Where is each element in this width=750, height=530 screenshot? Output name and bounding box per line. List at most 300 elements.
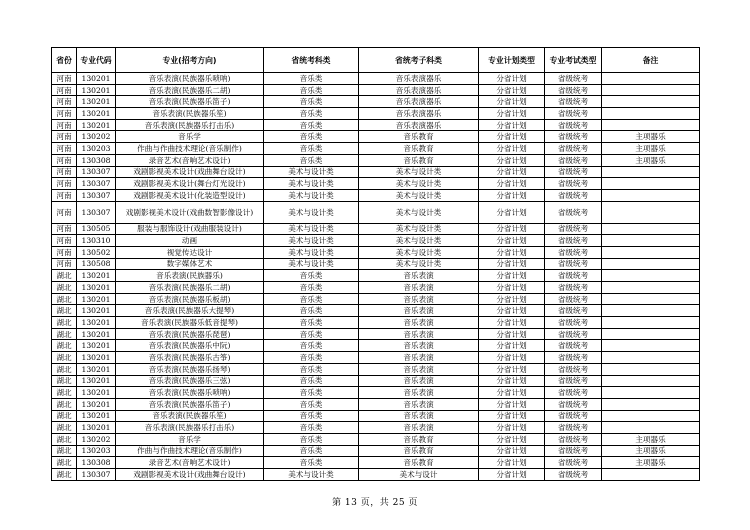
cell-remark: 主项器乐 xyxy=(602,457,700,469)
cell-plan-type: 分省计划 xyxy=(479,189,545,201)
cell-category: 音乐类 xyxy=(264,73,359,85)
cell-category: 音乐类 xyxy=(264,328,359,340)
cell-code: 130307 xyxy=(77,178,116,190)
cell-province: 湖北 xyxy=(52,352,77,364)
cell-remark xyxy=(602,258,700,270)
cell-exam-type: 省级统考 xyxy=(545,119,602,131)
cell-code: 130307 xyxy=(77,201,116,223)
cell-remark xyxy=(602,422,700,434)
cell-subcategory: 音乐教育 xyxy=(359,154,479,166)
cell-category: 音乐类 xyxy=(264,305,359,317)
cell-remark xyxy=(602,410,700,422)
cell-category: 音乐类 xyxy=(264,84,359,96)
cell-remark xyxy=(602,398,700,410)
cell-code: 130307 xyxy=(77,469,116,481)
cell-plan-type: 分省计划 xyxy=(479,73,545,85)
cell-exam-type: 省级统考 xyxy=(545,223,602,235)
cell-code: 130505 xyxy=(77,223,116,235)
cell-remark xyxy=(602,235,700,247)
cell-major: 音乐表演(民族器乐唢呐) xyxy=(116,73,264,85)
table-row xyxy=(52,469,700,481)
cell-category: 音乐类 xyxy=(264,375,359,387)
cell-code: 130201 xyxy=(77,387,116,399)
cell-category: 音乐类 xyxy=(264,317,359,329)
cell-plan-type: 分省计划 xyxy=(479,305,545,317)
cell-subcategory: 音乐表演 xyxy=(359,282,479,294)
cell-exam-type: 省级统考 xyxy=(545,166,602,178)
cell-code: 130201 xyxy=(77,108,116,120)
table-row xyxy=(52,131,700,143)
cell-exam-type: 省级统考 xyxy=(545,317,602,329)
cell-exam-type: 省级统考 xyxy=(545,445,602,457)
cell-remark xyxy=(602,469,700,481)
cell-province: 河南 xyxy=(52,246,77,258)
cell-code: 130201 xyxy=(77,270,116,282)
header-exam-type: 专业考试类型 xyxy=(545,48,602,73)
cell-category: 音乐类 xyxy=(264,352,359,364)
cell-subcategory: 音乐教育 xyxy=(359,143,479,155)
cell-category: 音乐类 xyxy=(264,131,359,143)
cell-province: 河南 xyxy=(52,73,77,85)
cell-subcategory: 美术与设计类 xyxy=(359,258,479,270)
cell-remark xyxy=(602,166,700,178)
cell-major: 服装与服饰设计(戏曲服装设计) xyxy=(116,223,264,235)
cell-remark xyxy=(602,340,700,352)
table-row xyxy=(52,270,700,282)
cell-category: 音乐类 xyxy=(264,143,359,155)
cell-province: 河南 xyxy=(52,84,77,96)
cell-exam-type: 省级统考 xyxy=(545,340,602,352)
cell-code: 130201 xyxy=(77,340,116,352)
cell-subcategory: 音乐表演 xyxy=(359,422,479,434)
cell-remark xyxy=(602,246,700,258)
cell-plan-type: 分省计划 xyxy=(479,108,545,120)
cell-subcategory: 美术与设计 xyxy=(359,469,479,481)
cell-exam-type: 省级统考 xyxy=(545,84,602,96)
cell-major: 音乐表演(民族器乐笙) xyxy=(116,108,264,120)
cell-province: 湖北 xyxy=(52,398,77,410)
cell-plan-type: 分省计划 xyxy=(479,340,545,352)
table-row xyxy=(52,340,700,352)
cell-subcategory: 音乐表演 xyxy=(359,352,479,364)
cell-subcategory: 音乐表演 xyxy=(359,340,479,352)
cell-subcategory: 音乐表演器乐 xyxy=(359,73,479,85)
cell-province: 湖北 xyxy=(52,375,77,387)
cell-province: 河南 xyxy=(52,235,77,247)
cell-major: 音乐表演(民族器乐古筝) xyxy=(116,352,264,364)
cell-major: 音乐表演(民族器乐中阮) xyxy=(116,340,264,352)
cell-province: 湖北 xyxy=(52,469,77,481)
cell-province: 河南 xyxy=(52,189,77,201)
cell-subcategory: 音乐表演 xyxy=(359,398,479,410)
table-row xyxy=(52,246,700,258)
cell-subcategory: 美术与设计类 xyxy=(359,223,479,235)
table-row xyxy=(52,352,700,364)
cell-province: 湖北 xyxy=(52,433,77,445)
table-row xyxy=(52,398,700,410)
cell-subcategory: 音乐表演 xyxy=(359,375,479,387)
cell-subcategory: 音乐表演 xyxy=(359,410,479,422)
cell-subcategory: 美术与设计类 xyxy=(359,189,479,201)
table-row xyxy=(52,282,700,294)
cell-province: 湖北 xyxy=(52,445,77,457)
cell-exam-type: 省级统考 xyxy=(545,178,602,190)
cell-subcategory: 音乐表演器乐 xyxy=(359,119,479,131)
cell-plan-type: 分省计划 xyxy=(479,178,545,190)
cell-major: 音乐表演(民族器乐低音提琴) xyxy=(116,317,264,329)
table-row xyxy=(52,363,700,375)
cell-exam-type: 省级统考 xyxy=(545,246,602,258)
cell-remark xyxy=(602,387,700,399)
cell-remark xyxy=(602,223,700,235)
cell-remark xyxy=(602,189,700,201)
cell-category: 美术与设计类 xyxy=(264,235,359,247)
cell-plan-type: 分省计划 xyxy=(479,166,545,178)
table-row xyxy=(52,119,700,131)
cell-province: 湖北 xyxy=(52,387,77,399)
cell-remark xyxy=(602,178,700,190)
cell-remark xyxy=(602,282,700,294)
cell-remark xyxy=(602,270,700,282)
table-row xyxy=(52,457,700,469)
cell-category: 音乐类 xyxy=(264,96,359,108)
cell-code: 130201 xyxy=(77,293,116,305)
table-row xyxy=(52,96,700,108)
cell-remark xyxy=(602,363,700,375)
cell-major: 戏剧影视美术设计(化装造型设计) xyxy=(116,189,264,201)
cell-code: 130201 xyxy=(77,96,116,108)
cell-plan-type: 分省计划 xyxy=(479,96,545,108)
cell-remark: 主项器乐 xyxy=(602,445,700,457)
cell-remark xyxy=(602,119,700,131)
cell-exam-type: 省级统考 xyxy=(545,410,602,422)
table-row xyxy=(52,422,700,434)
cell-code: 130307 xyxy=(77,189,116,201)
cell-code: 130201 xyxy=(77,119,116,131)
cell-province: 河南 xyxy=(52,131,77,143)
cell-plan-type: 分省计划 xyxy=(479,457,545,469)
cell-subcategory: 音乐表演 xyxy=(359,305,479,317)
table-row xyxy=(52,258,700,270)
cell-remark xyxy=(602,328,700,340)
cell-plan-type: 分省计划 xyxy=(479,375,545,387)
cell-category: 音乐类 xyxy=(264,398,359,410)
cell-major: 音乐表演(民族器乐板胡) xyxy=(116,293,264,305)
cell-province: 湖北 xyxy=(52,457,77,469)
cell-province: 湖北 xyxy=(52,422,77,434)
cell-code: 130201 xyxy=(77,363,116,375)
cell-plan-type: 分省计划 xyxy=(479,433,545,445)
cell-category: 音乐类 xyxy=(264,340,359,352)
cell-major: 音乐表演(民族器乐唢呐) xyxy=(116,387,264,399)
cell-category: 美术与设计类 xyxy=(264,223,359,235)
cell-remark xyxy=(602,293,700,305)
cell-major: 作曲与作曲技术理论(音乐制作) xyxy=(116,445,264,457)
table-row xyxy=(52,166,700,178)
cell-code: 130502 xyxy=(77,246,116,258)
page-footer: 第 13 页，共 25 页 xyxy=(332,498,418,508)
table-row xyxy=(52,223,700,235)
cell-category: 美术与设计类 xyxy=(264,189,359,201)
cell-province: 河南 xyxy=(52,223,77,235)
cell-plan-type: 分省计划 xyxy=(479,131,545,143)
header-province: 省份 xyxy=(52,48,77,73)
cell-exam-type: 省级统考 xyxy=(545,352,602,364)
table-body xyxy=(52,73,700,481)
cell-category: 音乐类 xyxy=(264,119,359,131)
cell-province: 河南 xyxy=(52,143,77,155)
header-category: 省统考科类 xyxy=(264,48,359,73)
cell-category: 音乐类 xyxy=(264,445,359,457)
cell-province: 河南 xyxy=(52,108,77,120)
cell-category: 音乐类 xyxy=(264,270,359,282)
table-row xyxy=(52,387,700,399)
cell-remark xyxy=(602,375,700,387)
table-row xyxy=(52,201,700,223)
header-major: 专业(招考方向) xyxy=(116,48,264,73)
cell-major: 音乐表演(民族器乐琵琶) xyxy=(116,328,264,340)
cell-major: 戏剧影视美术设计(戏曲舞台设计) xyxy=(116,166,264,178)
cell-plan-type: 分省计划 xyxy=(479,119,545,131)
cell-category: 美术与设计类 xyxy=(264,469,359,481)
cell-category: 音乐类 xyxy=(264,387,359,399)
cell-category: 美术与设计类 xyxy=(264,246,359,258)
cell-exam-type: 省级统考 xyxy=(545,108,602,120)
cell-subcategory: 美术与设计类 xyxy=(359,235,479,247)
cell-major: 音乐表演(民族器乐打击乐) xyxy=(116,422,264,434)
cell-plan-type: 分省计划 xyxy=(479,143,545,155)
header-remark: 备注 xyxy=(602,48,700,73)
cell-exam-type: 省级统考 xyxy=(545,293,602,305)
cell-plan-type: 分省计划 xyxy=(479,235,545,247)
cell-code: 130202 xyxy=(77,131,116,143)
cell-remark xyxy=(602,108,700,120)
cell-exam-type: 省级统考 xyxy=(545,270,602,282)
cell-exam-type: 省级统考 xyxy=(545,328,602,340)
cell-province: 河南 xyxy=(52,178,77,190)
cell-category: 音乐类 xyxy=(264,282,359,294)
cell-major: 戏剧影视美术设计(戏曲舞台设计) xyxy=(116,469,264,481)
cell-exam-type: 省级统考 xyxy=(545,131,602,143)
cell-plan-type: 分省计划 xyxy=(479,410,545,422)
cell-plan-type: 分省计划 xyxy=(479,84,545,96)
cell-category: 音乐类 xyxy=(264,422,359,434)
cell-code: 130201 xyxy=(77,422,116,434)
cell-category: 音乐类 xyxy=(264,433,359,445)
cell-major: 数字媒体艺术 xyxy=(116,258,264,270)
cell-plan-type: 分省计划 xyxy=(479,363,545,375)
header-subcategory: 省统考子科类 xyxy=(359,48,479,73)
table-row xyxy=(52,143,700,155)
cell-province: 河南 xyxy=(52,154,77,166)
cell-code: 130202 xyxy=(77,433,116,445)
cell-remark xyxy=(602,352,700,364)
table-row xyxy=(52,375,700,387)
cell-major: 音乐表演(民族器乐二胡) xyxy=(116,84,264,96)
cell-exam-type: 省级统考 xyxy=(545,201,602,223)
cell-major: 音乐表演(民族器乐大提琴) xyxy=(116,305,264,317)
table-row xyxy=(52,293,700,305)
cell-province: 湖北 xyxy=(52,270,77,282)
table-row xyxy=(52,410,700,422)
cell-exam-type: 省级统考 xyxy=(545,73,602,85)
cell-subcategory: 音乐教育 xyxy=(359,433,479,445)
cell-exam-type: 省级统考 xyxy=(545,282,602,294)
cell-plan-type: 分省计划 xyxy=(479,246,545,258)
cell-code: 130201 xyxy=(77,317,116,329)
cell-major: 音乐表演(民族器乐笛子) xyxy=(116,398,264,410)
cell-subcategory: 音乐教育 xyxy=(359,457,479,469)
cell-plan-type: 分省计划 xyxy=(479,201,545,223)
cell-province: 湖北 xyxy=(52,328,77,340)
cell-category: 美术与设计类 xyxy=(264,178,359,190)
cell-code: 130201 xyxy=(77,352,116,364)
cell-category: 音乐类 xyxy=(264,293,359,305)
cell-plan-type: 分省计划 xyxy=(479,445,545,457)
cell-category: 音乐类 xyxy=(264,108,359,120)
cell-plan-type: 分省计划 xyxy=(479,328,545,340)
cell-major: 视觉传达设计 xyxy=(116,246,264,258)
cell-plan-type: 分省计划 xyxy=(479,282,545,294)
cell-exam-type: 省级统考 xyxy=(545,305,602,317)
header-code: 专业代码 xyxy=(77,48,116,73)
cell-category: 美术与设计类 xyxy=(264,258,359,270)
cell-exam-type: 省级统考 xyxy=(545,96,602,108)
table-row xyxy=(52,433,700,445)
table-row xyxy=(52,84,700,96)
cell-code: 130508 xyxy=(77,258,116,270)
cell-exam-type: 省级统考 xyxy=(545,398,602,410)
cell-code: 130201 xyxy=(77,375,116,387)
cell-subcategory: 音乐表演 xyxy=(359,317,479,329)
cell-exam-type: 省级统考 xyxy=(545,422,602,434)
enrollment-plan-table xyxy=(51,47,700,481)
cell-subcategory: 音乐表演 xyxy=(359,328,479,340)
cell-major: 音乐表演(民族器乐笛子) xyxy=(116,96,264,108)
cell-exam-type: 省级统考 xyxy=(545,457,602,469)
cell-exam-type: 省级统考 xyxy=(545,189,602,201)
cell-major: 录音艺术(音响艺术设计) xyxy=(116,154,264,166)
cell-subcategory: 音乐表演 xyxy=(359,270,479,282)
cell-major: 录音艺术(音响艺术设计) xyxy=(116,457,264,469)
cell-province: 湖北 xyxy=(52,293,77,305)
cell-plan-type: 分省计划 xyxy=(479,154,545,166)
cell-major: 音乐表演(民族器乐二胡) xyxy=(116,282,264,294)
cell-plan-type: 分省计划 xyxy=(479,270,545,282)
cell-code: 130201 xyxy=(77,398,116,410)
cell-subcategory: 音乐教育 xyxy=(359,445,479,457)
cell-remark xyxy=(602,201,700,223)
cell-major: 动画 xyxy=(116,235,264,247)
cell-plan-type: 分省计划 xyxy=(479,258,545,270)
table-row xyxy=(52,317,700,329)
cell-plan-type: 分省计划 xyxy=(479,398,545,410)
cell-code: 130203 xyxy=(77,143,116,155)
header-row xyxy=(52,48,700,73)
cell-province: 河南 xyxy=(52,201,77,223)
cell-subcategory: 音乐表演器乐 xyxy=(359,96,479,108)
cell-plan-type: 分省计划 xyxy=(479,352,545,364)
cell-exam-type: 省级统考 xyxy=(545,154,602,166)
cell-category: 音乐类 xyxy=(264,363,359,375)
cell-major: 音乐表演(民族器乐) xyxy=(116,270,264,282)
cell-remark: 主项器乐 xyxy=(602,131,700,143)
cell-province: 河南 xyxy=(52,258,77,270)
cell-subcategory: 美术与设计类 xyxy=(359,178,479,190)
cell-major: 音乐学 xyxy=(116,433,264,445)
cell-plan-type: 分省计划 xyxy=(479,223,545,235)
cell-code: 130308 xyxy=(77,457,116,469)
table-row xyxy=(52,445,700,457)
cell-subcategory: 音乐表演 xyxy=(359,363,479,375)
table-row xyxy=(52,154,700,166)
cell-code: 130201 xyxy=(77,305,116,317)
cell-code: 130308 xyxy=(77,154,116,166)
cell-remark xyxy=(602,305,700,317)
cell-remark xyxy=(602,73,700,85)
table-row xyxy=(52,178,700,190)
cell-province: 湖北 xyxy=(52,282,77,294)
cell-category: 美术与设计类 xyxy=(264,201,359,223)
cell-major: 音乐表演(民族器乐笙) xyxy=(116,410,264,422)
table-row xyxy=(52,108,700,120)
header-plan-type: 专业计划类型 xyxy=(479,48,545,73)
cell-subcategory: 美术与设计类 xyxy=(359,166,479,178)
cell-major: 戏剧影视美术设计(舞台灯光设计) xyxy=(116,178,264,190)
cell-exam-type: 省级统考 xyxy=(545,258,602,270)
cell-exam-type: 省级统考 xyxy=(545,363,602,375)
cell-remark xyxy=(602,84,700,96)
cell-province: 湖北 xyxy=(52,317,77,329)
cell-province: 河南 xyxy=(52,119,77,131)
cell-major: 作曲与作曲技术理论(音乐制作) xyxy=(116,143,264,155)
cell-category: 音乐类 xyxy=(264,154,359,166)
table-row xyxy=(52,73,700,85)
cell-exam-type: 省级统考 xyxy=(545,387,602,399)
cell-subcategory: 音乐表演器乐 xyxy=(359,108,479,120)
cell-code: 130310 xyxy=(77,235,116,247)
cell-subcategory: 音乐表演 xyxy=(359,293,479,305)
cell-province: 河南 xyxy=(52,166,77,178)
cell-remark: 主项器乐 xyxy=(602,143,700,155)
table-row xyxy=(52,305,700,317)
cell-plan-type: 分省计划 xyxy=(479,317,545,329)
cell-code: 130201 xyxy=(77,84,116,96)
table-row xyxy=(52,328,700,340)
cell-exam-type: 省级统考 xyxy=(545,433,602,445)
cell-subcategory: 音乐表演器乐 xyxy=(359,84,479,96)
table-row xyxy=(52,189,700,201)
cell-province: 湖北 xyxy=(52,363,77,375)
cell-major: 音乐表演(民族器乐三弦) xyxy=(116,375,264,387)
cell-remark xyxy=(602,96,700,108)
cell-code: 130307 xyxy=(77,166,116,178)
cell-code: 130201 xyxy=(77,410,116,422)
cell-major: 戏剧影视美术设计(戏曲数智影像设计) xyxy=(116,201,264,223)
cell-category: 音乐类 xyxy=(264,457,359,469)
cell-exam-type: 省级统考 xyxy=(545,469,602,481)
cell-code: 130201 xyxy=(77,282,116,294)
cell-major: 音乐学 xyxy=(116,131,264,143)
cell-subcategory: 音乐教育 xyxy=(359,131,479,143)
cell-major: 音乐表演(民族器乐打击乐) xyxy=(116,119,264,131)
cell-province: 湖北 xyxy=(52,410,77,422)
cell-exam-type: 省级统考 xyxy=(545,143,602,155)
cell-exam-type: 省级统考 xyxy=(545,235,602,247)
table-row xyxy=(52,235,700,247)
cell-exam-type: 省级统考 xyxy=(545,375,602,387)
cell-remark xyxy=(602,317,700,329)
